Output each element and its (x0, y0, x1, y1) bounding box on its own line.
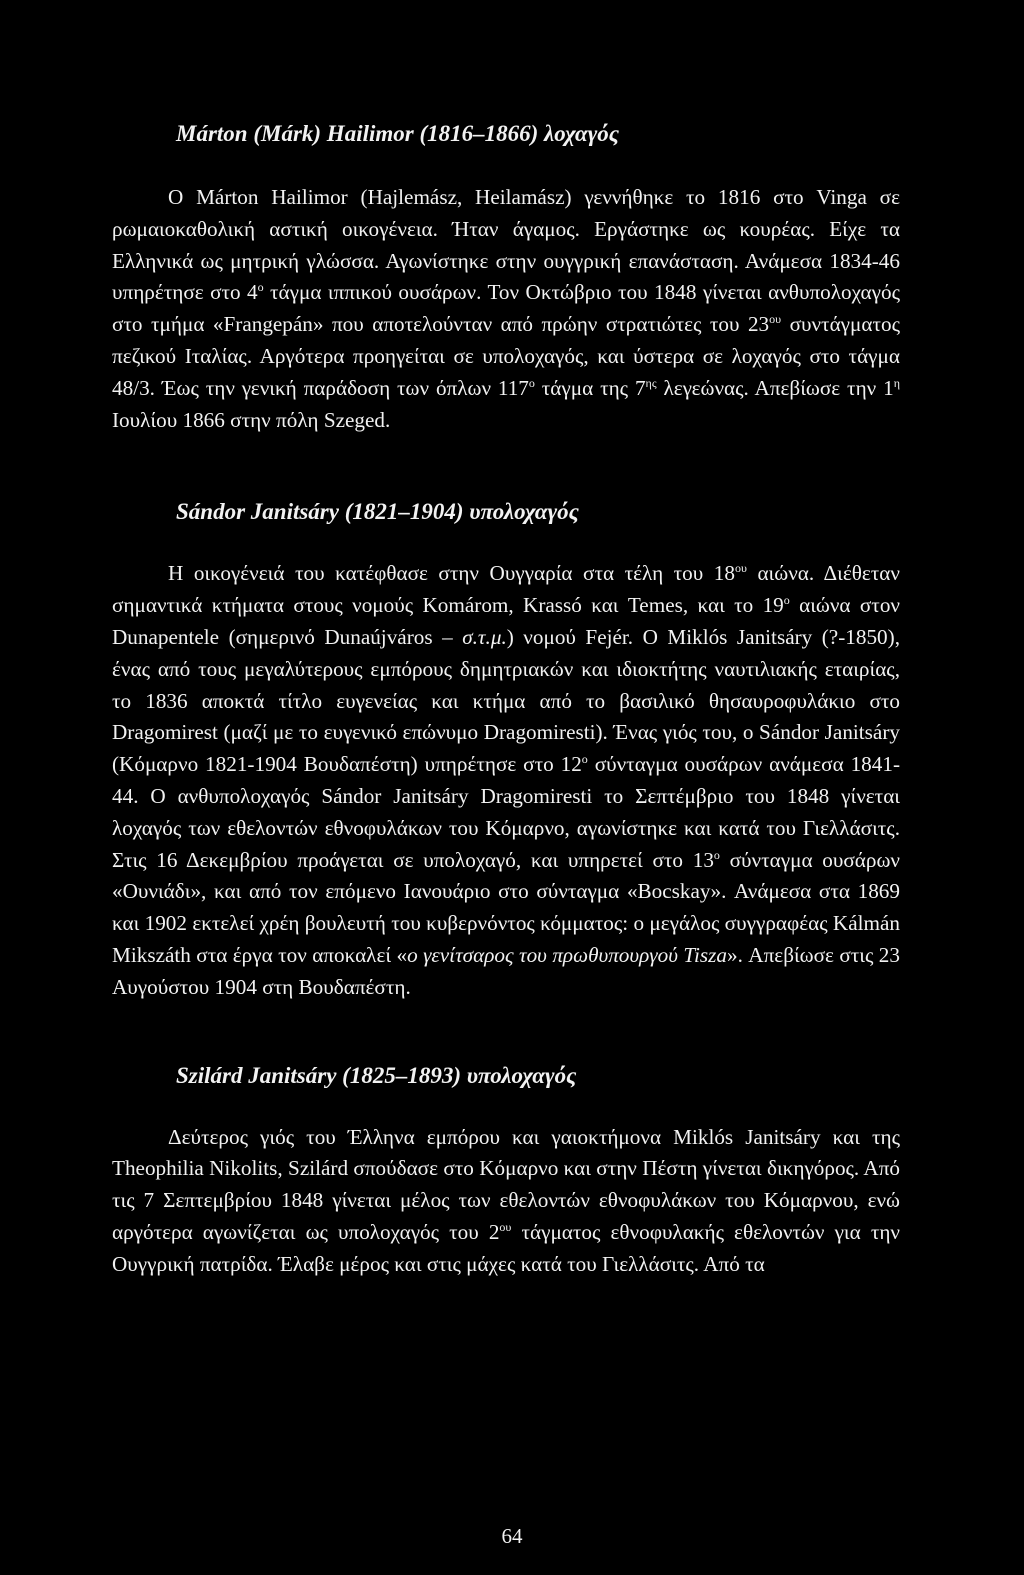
ordinal-suffix: η (893, 375, 900, 390)
body-text: σύνταγμα ουσάρων «Ουνιάδι», και από τον επόμενο Ιανουάριο στο σύνταγμα «Bocskay». Ανάμεσα στα 1869 και 1902 εκτελεί χρέη βουλευτή του κυβερνόντος κόμματος: ο μεγάλος συγγραφέας Kálmán Mikszáth στα έργα τον αποκαλεί « (112, 847, 900, 967)
section-title-szilard-janitsary: Szilárd Janitsáry (1825–1893) υπολοχαγός (176, 1062, 577, 1088)
section-body-sandor-janitsary (112, 558, 900, 1003)
book-page (112, 118, 900, 1281)
ordinal-suffix: ου (769, 312, 782, 327)
ordinal-suffix: ο (528, 375, 535, 390)
body-text: σύνταγμα ουσάρων ανάμεσα 1841-44. O ανθυπολοχαγός Sándor Janitsáry Dragomiresti το Σεπτέμβριο του 1848 γίνεται λοχαγός των εθελοντών εθνοφυλάκων του Κόμαρνο, αγωνίστηκε και κατά του Γιελλάσιτς. Στις 16 Δεκεμβρίου προάγεται σε υπολοχαγό, και υπηρετεί στο 13 (112, 752, 901, 872)
italic-text: σ.τ.μ. (462, 624, 507, 649)
body-text: ». Απεβίωσε στις 23 Αυγούστου 1904 στη Βουδαπέστη. (112, 942, 900, 999)
ordinal-suffix: ο (257, 280, 264, 295)
body-text: συντάγματος πεζικού Ιταλίας. Αργότερα προηγείται σε υπολοχαγός, και ύστερα σε λοχαγός στο τάγμα 48/3. Έως την γενική παράδοση των όπλων 117 (112, 312, 900, 400)
ordinal-suffix: ης (645, 375, 657, 390)
ordinal-suffix: ο (581, 752, 588, 767)
body-text: Δεύτερος γιός του Έλληνα εμπόρου και γαιοκτήμονα Miklós Janitsáry και της Theophilia Nikolits, Szilárd σπούδασε στο Κόμαρνο και στην Πέστη γίνεται δικηγόρος. Από τις 7 Σεπτεμβρίου 1848 γίνεται μέλος των εθελοντών εθνοφυλάκων του Κόμαρνου, ενώ αργότερα αγωνίζεται ως υπολοχαγός του 2 (112, 1124, 900, 1244)
body-text: O Márton Hailimor (Hajlemász, Heilamász) γεννήθηκε το 1816 στο Vinga σε ρωμαιοκαθολική αστική οικογένεια. Ήταν άγαμος. Εργάστηκε ως κουρέας. Είχε τα Ελληνικά ως μητρική γλώσσα. Αγωνίστηκε στην ουγγρική επανάσταση. Ανάμεσα 1834-46 υπηρέτησε στο 4 (112, 185, 900, 305)
body-text: τάγμα της 7 (534, 375, 646, 400)
body-text: Ιουλίου 1866 στην πόλη Szeged. (112, 407, 391, 432)
ordinal-suffix: ου (499, 1219, 512, 1234)
body-text: τάγμα ιππικού ουσάρων. Τον Οκτώβριο του 1848 γίνεται ανθυπολοχαγός στο τμήμα «Frangepán» που αποτελούνταν από πρώην στρατιώτες του 23 (112, 280, 900, 337)
body-text: λεγεώνας. Απεβίωσε την 1 (656, 375, 894, 400)
body-text: Η οικογένειά του κατέφθασε στην Ουγγαρία στα τέλη του 18 (168, 561, 735, 586)
page-number: 64 (501, 1524, 523, 1548)
section-title-marton-hailimor: Márton (Márk) Hailimor (1816–1866) λοχαγός (176, 121, 620, 146)
italic-text: ο γενίτσαρος του πρωθυπουργού Tisza (407, 942, 727, 967)
section-body-marton-hailimor (112, 182, 900, 436)
section-title-sandor-janitsary: Sándor Janitsáry (1821–1904) υπολοχαγός (176, 499, 579, 525)
section-body-szilard-janitsary (112, 1122, 900, 1281)
body-text: αιώνα στον Dunapentele (σημερινό Dunaújváros – (112, 593, 900, 649)
ordinal-suffix: ο (783, 593, 790, 608)
ordinal-suffix: ου (734, 561, 747, 576)
body-text: αιώνα. Διέθεταν σημαντικά κτήματα στους νομούς Komárom, Krassó και Temes, και το 19 (112, 561, 900, 618)
body-text: τάγματος εθνοφυλακής εθελοντών για την Ουγγρική πατρίδα. Έλαβε μέρος και στις μάχες κατά του Γιελλάσιτς. Από τα (112, 1219, 900, 1276)
body-text: ) νομού Fejér. O Miklós Janitsáry (?-1850), ένας από τους μεγαλύτερους εμπόρους δημητριακών και ιδιοκτήτης ναυτιλιακής εταιρίας, το 1836 αποκτά τίτλο ευγενείας και κτήμα από το βασιλικό θησαυροφυλάκιο στο Dragomirest (μαζί με το ευγενικό επώνυμο Dragomiresti). Ένας γιός του, ο Sándor Janitsáry (Κόμαρνο 1821-1904 Βουδαπέστη) υπηρέτησε στο 12 (112, 624, 900, 777)
ordinal-suffix: ο (713, 847, 720, 862)
